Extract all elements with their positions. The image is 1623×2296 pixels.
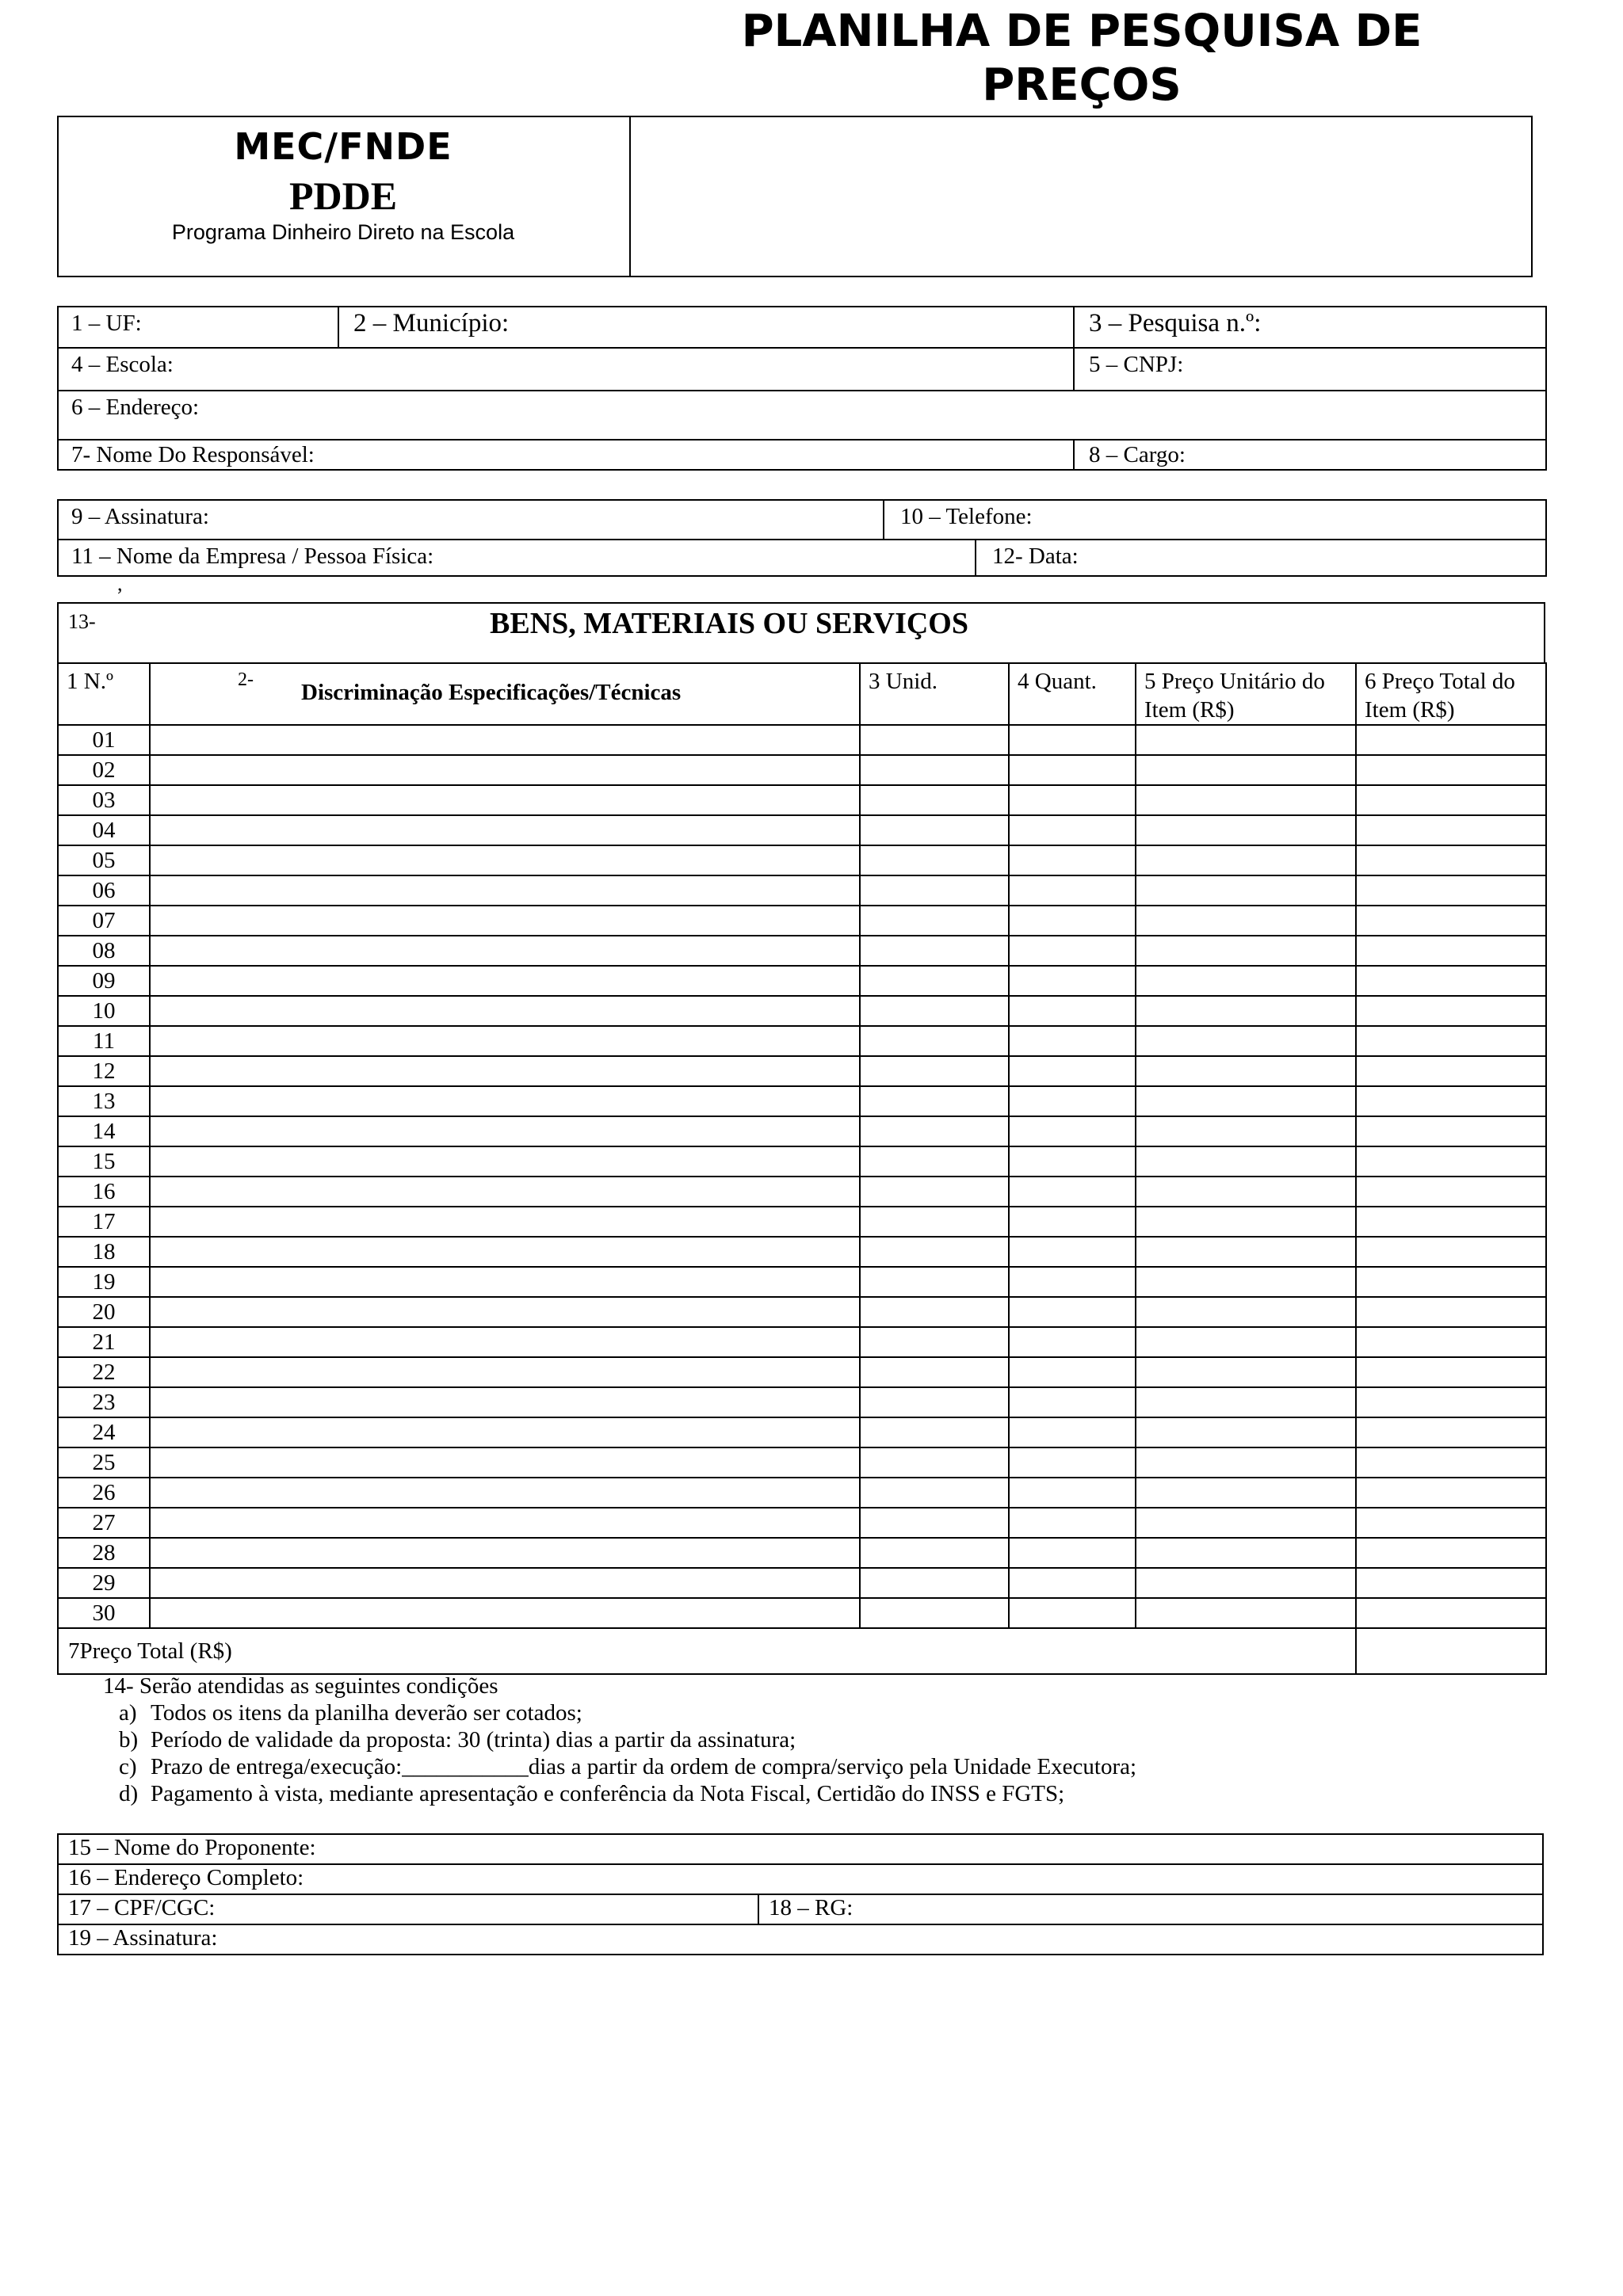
table-row [58, 936, 1546, 966]
col-header-description [150, 663, 860, 725]
item-number: 12 [58, 1056, 150, 1086]
item-unit-price[interactable] [1136, 1056, 1356, 1086]
item-quantity[interactable] [1009, 1177, 1136, 1207]
item-unit-price[interactable] [1136, 1508, 1356, 1538]
item-total-price[interactable] [1356, 1237, 1546, 1267]
table-row [58, 1177, 1546, 1207]
item-quantity[interactable] [1009, 1508, 1136, 1538]
item-total-price[interactable] [1356, 1598, 1546, 1628]
item-total-price[interactable] [1356, 755, 1546, 785]
item-number: 15 [58, 1146, 150, 1177]
item-unit[interactable] [860, 1026, 1009, 1056]
item-unit-price[interactable] [1136, 1116, 1356, 1146]
item-total-price[interactable] [1356, 1297, 1546, 1327]
item-description[interactable] [150, 906, 860, 936]
item-number: 02 [58, 755, 150, 785]
field-cnpj[interactable]: 5 – CNPJ: [1089, 352, 1184, 377]
item-total-price[interactable] [1356, 1447, 1546, 1478]
field-cargo[interactable]: 8 – Cargo: [1089, 442, 1186, 467]
field-proponent-cpf[interactable]: 17 – CPF/CGC: [68, 1895, 216, 1920]
field-uf[interactable]: 1 – UF: [71, 311, 142, 336]
item-unit-price[interactable] [1136, 1177, 1356, 1207]
item-description[interactable] [150, 815, 860, 845]
item-quantity[interactable] [1009, 725, 1136, 755]
item-description[interactable] [150, 1146, 860, 1177]
item-total-price[interactable] [1356, 1207, 1546, 1237]
condition-text: Pagamento à vista, mediante apresentação e conferência da Nota Fiscal, Certidão do INSS e FGTS; [151, 1781, 1065, 1806]
item-description[interactable] [150, 1447, 860, 1478]
item-total-price[interactable] [1356, 1086, 1546, 1116]
col-header-quantity: 4 Quant. [1009, 663, 1136, 725]
field-assinatura[interactable]: 9 – Assinatura: [71, 504, 209, 529]
item-description[interactable] [150, 1056, 860, 1086]
item-quantity[interactable] [1009, 996, 1136, 1026]
item-quantity[interactable] [1009, 1568, 1136, 1598]
table-row [58, 906, 1546, 936]
item-unit-price[interactable] [1136, 1146, 1356, 1177]
item-unit-price[interactable] [1136, 725, 1356, 755]
item-quantity[interactable] [1009, 1207, 1136, 1237]
table-row [58, 845, 1546, 875]
item-total-price[interactable] [1356, 1026, 1546, 1056]
item-description[interactable] [150, 725, 860, 755]
header-org-block [57, 116, 631, 277]
item-description[interactable] [150, 1237, 860, 1267]
item-total-price[interactable] [1356, 1116, 1546, 1146]
item-unit[interactable] [860, 966, 1009, 996]
field-pesquisa-numero[interactable]: 3 – Pesquisa n.º: [1089, 309, 1262, 338]
item-description[interactable] [150, 1598, 860, 1628]
field-proponent-address[interactable]: 16 – Endereço Completo: [68, 1865, 304, 1890]
item-unit[interactable] [860, 1086, 1009, 1116]
item-description[interactable] [150, 966, 860, 996]
item-description[interactable] [150, 785, 860, 815]
field-responsavel[interactable]: 7- Nome Do Responsável: [71, 442, 315, 467]
item-number: 13 [58, 1086, 150, 1116]
item-total-price[interactable] [1356, 1387, 1546, 1417]
item-quantity[interactable] [1009, 1146, 1136, 1177]
item-total-price[interactable] [1356, 875, 1546, 906]
item-unit-price[interactable] [1136, 1478, 1356, 1508]
item-number: 06 [58, 875, 150, 906]
item-unit-price[interactable] [1136, 785, 1356, 815]
item-unit-price[interactable] [1136, 1026, 1356, 1056]
item-number: 19 [58, 1267, 150, 1297]
total-price-value[interactable] [1356, 1628, 1546, 1674]
table-row [58, 1508, 1546, 1538]
table-row [58, 1357, 1546, 1387]
item-unit-price[interactable] [1136, 936, 1356, 966]
condition-letter: c) [119, 1754, 137, 1779]
condition-text: Todos os itens da planilha deverão ser cotados; [151, 1700, 582, 1726]
item-quantity[interactable] [1009, 1598, 1136, 1628]
item-unit-price[interactable] [1136, 1417, 1356, 1447]
item-unit-price[interactable] [1136, 906, 1356, 936]
org-title: MEC/FNDE [234, 125, 453, 168]
item-description[interactable] [150, 996, 860, 1026]
stray-mark: , [117, 572, 123, 595]
item-unit[interactable] [860, 1146, 1009, 1177]
item-description[interactable] [150, 1568, 860, 1598]
item-number: 22 [58, 1357, 150, 1387]
item-quantity[interactable] [1009, 755, 1136, 785]
item-unit[interactable] [860, 1538, 1009, 1568]
table-row [58, 966, 1546, 996]
item-unit[interactable] [860, 1478, 1009, 1508]
item-quantity[interactable] [1009, 966, 1136, 996]
item-total-price[interactable] [1356, 996, 1546, 1026]
item-number: 27 [58, 1508, 150, 1538]
item-description[interactable] [150, 1357, 860, 1387]
item-unit[interactable] [860, 996, 1009, 1026]
item-unit[interactable] [860, 1598, 1009, 1628]
item-unit[interactable] [860, 815, 1009, 845]
col-header-total-price: 6 Preço Total do Item (R$) [1356, 663, 1546, 725]
item-unit[interactable] [860, 1267, 1009, 1297]
table-row [58, 1086, 1546, 1116]
item-unit[interactable] [860, 1297, 1009, 1327]
item-total-price[interactable] [1356, 1508, 1546, 1538]
item-description[interactable] [150, 936, 860, 966]
item-unit[interactable] [860, 875, 1009, 906]
item-number: 20 [58, 1297, 150, 1327]
item-unit[interactable] [860, 1237, 1009, 1267]
item-unit[interactable] [860, 1447, 1009, 1478]
item-quantity[interactable] [1009, 1116, 1136, 1146]
item-quantity[interactable] [1009, 906, 1136, 936]
item-total-price[interactable] [1356, 1357, 1546, 1387]
item-total-price[interactable] [1356, 815, 1546, 845]
item-description[interactable] [150, 1538, 860, 1568]
item-number: 05 [58, 845, 150, 875]
item-unit-price[interactable] [1136, 1086, 1356, 1116]
item-total-price[interactable] [1356, 1538, 1546, 1568]
item-quantity[interactable] [1009, 1357, 1136, 1387]
item-quantity[interactable] [1009, 1237, 1136, 1267]
table-row [58, 1538, 1546, 1568]
item-quantity[interactable] [1009, 1026, 1136, 1056]
item-number: 29 [58, 1568, 150, 1598]
item-unit[interactable] [860, 906, 1009, 936]
item-unit-price[interactable] [1136, 1237, 1356, 1267]
table-row [58, 1116, 1546, 1146]
table-row [58, 1568, 1546, 1598]
item-quantity[interactable] [1009, 875, 1136, 906]
item-unit-price[interactable] [1136, 966, 1356, 996]
item-unit-price[interactable] [1136, 1327, 1356, 1357]
condition-text: Período de validade da proposta: 30 (trinta) dias a partir da assinatura; [151, 1727, 796, 1753]
item-number: 24 [58, 1417, 150, 1447]
item-number: 08 [58, 936, 150, 966]
item-unit-price[interactable] [1136, 1387, 1356, 1417]
item-unit[interactable] [860, 1417, 1009, 1447]
item-number: 04 [58, 815, 150, 845]
col-header-description-number: 2- [238, 669, 254, 690]
item-unit-price[interactable] [1136, 755, 1356, 785]
table-row [58, 1207, 1546, 1237]
item-description[interactable] [150, 1177, 860, 1207]
item-total-price[interactable] [1356, 1478, 1546, 1508]
table-row [58, 1056, 1546, 1086]
table-row [58, 1146, 1546, 1177]
item-number: 03 [58, 785, 150, 815]
item-unit-price[interactable] [1136, 1538, 1356, 1568]
item-number: 17 [58, 1207, 150, 1237]
total-row [58, 1628, 1546, 1674]
item-total-price[interactable] [1356, 1056, 1546, 1086]
field-proponent-rg[interactable]: 18 – RG: [769, 1895, 854, 1920]
table-row [58, 1447, 1546, 1478]
field-proponent-name[interactable]: 15 – Nome do Proponente: [68, 1835, 316, 1860]
item-number: 28 [58, 1538, 150, 1568]
item-total-price[interactable] [1356, 966, 1546, 996]
item-unit[interactable] [860, 1116, 1009, 1146]
item-number: 07 [58, 906, 150, 936]
item-number: 18 [58, 1237, 150, 1267]
item-unit-price[interactable] [1136, 996, 1356, 1026]
item-quantity[interactable] [1009, 936, 1136, 966]
field-empresa[interactable]: 11 – Nome da Empresa / Pessoa Física: [71, 543, 434, 569]
conditions-heading: 14- Serão atendidas as seguintes condições [103, 1673, 498, 1699]
item-number: 14 [58, 1116, 150, 1146]
item-description[interactable] [150, 1297, 860, 1327]
table-row [58, 1327, 1546, 1357]
item-number: 30 [58, 1598, 150, 1628]
item-description[interactable] [150, 1267, 860, 1297]
item-number: 11 [58, 1026, 150, 1056]
item-unit[interactable] [860, 1508, 1009, 1538]
item-unit-price[interactable] [1136, 1598, 1356, 1628]
col-header-number: 1 N.º [58, 663, 150, 725]
item-unit[interactable] [860, 1056, 1009, 1086]
table-row [58, 1417, 1546, 1447]
document-title-line2: PREÇOS [982, 59, 1182, 111]
item-unit-price[interactable] [1136, 815, 1356, 845]
table-row [58, 1297, 1546, 1327]
item-total-price[interactable] [1356, 1568, 1546, 1598]
item-quantity[interactable] [1009, 1538, 1136, 1568]
field-municipio[interactable]: 2 – Município: [353, 309, 510, 338]
table-row [58, 1237, 1546, 1267]
item-description[interactable] [150, 845, 860, 875]
item-unit-price[interactable] [1136, 1297, 1356, 1327]
table-row [58, 1026, 1546, 1056]
item-unit[interactable] [860, 755, 1009, 785]
item-total-price[interactable] [1356, 1267, 1546, 1297]
item-total-price[interactable] [1356, 725, 1546, 755]
item-quantity[interactable] [1009, 1297, 1136, 1327]
table-row [58, 755, 1546, 785]
item-unit-price[interactable] [1136, 845, 1356, 875]
item-quantity[interactable] [1009, 1478, 1136, 1508]
item-quantity[interactable] [1009, 815, 1136, 845]
col-header-unit-price: 5 Preço Unitário do Item (R$) [1136, 663, 1356, 725]
item-description[interactable] [150, 1478, 860, 1508]
item-total-price[interactable] [1356, 845, 1546, 875]
table-row [58, 1478, 1546, 1508]
item-quantity[interactable] [1009, 1086, 1136, 1116]
item-unit[interactable] [860, 936, 1009, 966]
item-description[interactable] [150, 1508, 860, 1538]
item-unit[interactable] [860, 1177, 1009, 1207]
program-acronym: PDDE [288, 174, 398, 218]
table-row [58, 1387, 1546, 1417]
item-unit[interactable] [860, 1327, 1009, 1357]
item-quantity[interactable] [1009, 1267, 1136, 1297]
program-name: Programa Dinheiro Direto na Escola [171, 220, 515, 244]
item-unit[interactable] [860, 1357, 1009, 1387]
table-row [58, 996, 1546, 1026]
item-total-price[interactable] [1356, 1327, 1546, 1357]
item-unit[interactable] [860, 785, 1009, 815]
table-row [58, 1598, 1546, 1628]
condition-text: Prazo de entrega/execução:___________dias a partir da ordem de compra/serviço pela Unidade Executora; [151, 1754, 1137, 1779]
item-unit-price[interactable] [1136, 875, 1356, 906]
item-quantity[interactable] [1009, 1417, 1136, 1447]
item-unit[interactable] [860, 1387, 1009, 1417]
table-row [58, 785, 1546, 815]
item-number: 09 [58, 966, 150, 996]
field-telefone[interactable]: 10 – Telefone: [900, 504, 1033, 529]
item-quantity[interactable] [1009, 1056, 1136, 1086]
item-description[interactable] [150, 1327, 860, 1357]
item-total-price[interactable] [1356, 1177, 1546, 1207]
item-description[interactable] [150, 755, 860, 785]
item-unit-price[interactable] [1136, 1357, 1356, 1387]
item-unit-price[interactable] [1136, 1568, 1356, 1598]
item-description[interactable] [150, 1086, 860, 1116]
item-description[interactable] [150, 1207, 860, 1237]
item-unit[interactable] [860, 845, 1009, 875]
item-unit[interactable] [860, 1207, 1009, 1237]
field-endereco[interactable]: 6 – Endereço: [71, 395, 200, 420]
item-description[interactable] [150, 1387, 860, 1417]
document-title-line1: PLANILHA DE PESQUISA DE [741, 6, 1423, 57]
item-unit-price[interactable] [1136, 1207, 1356, 1237]
item-quantity[interactable] [1009, 1387, 1136, 1417]
item-quantity[interactable] [1009, 1327, 1136, 1357]
item-unit[interactable] [860, 1568, 1009, 1598]
field-proponent-signature[interactable]: 19 – Assinatura: [68, 1925, 218, 1951]
table-row [58, 1267, 1546, 1297]
item-number: 16 [58, 1177, 150, 1207]
table-row [58, 725, 1546, 755]
field-data[interactable]: 12- Data: [992, 543, 1079, 569]
items-section-number: 13- [68, 610, 96, 633]
item-description[interactable] [150, 1026, 860, 1056]
item-number: 25 [58, 1447, 150, 1478]
item-quantity[interactable] [1009, 1447, 1136, 1478]
item-number: 01 [58, 725, 150, 755]
item-total-price[interactable] [1356, 936, 1546, 966]
item-total-price[interactable] [1356, 785, 1546, 815]
item-description[interactable] [150, 875, 860, 906]
items-table [57, 662, 1547, 1675]
condition-letter: b) [119, 1727, 139, 1753]
item-number: 23 [58, 1387, 150, 1417]
item-unit-price[interactable] [1136, 1267, 1356, 1297]
item-quantity[interactable] [1009, 785, 1136, 815]
col-header-unit: 3 Unid. [860, 663, 1009, 725]
item-description[interactable] [150, 1116, 860, 1146]
item-number: 26 [58, 1478, 150, 1508]
item-number: 10 [58, 996, 150, 1026]
document-title [631, 5, 1533, 113]
item-total-price[interactable] [1356, 1417, 1546, 1447]
table-row [58, 875, 1546, 906]
item-number: 21 [58, 1327, 150, 1357]
item-total-price[interactable] [1356, 1146, 1546, 1177]
condition-letter: a) [119, 1700, 137, 1726]
items-section-title: BENS, MATERIAIS OU SERVIÇOS [490, 607, 968, 640]
item-quantity[interactable] [1009, 845, 1136, 875]
condition-letter: d) [119, 1781, 139, 1806]
items-header-row [58, 663, 1546, 725]
item-unit-price[interactable] [1136, 1447, 1356, 1478]
total-price-label: 7Preço Total (R$) [58, 1628, 1356, 1674]
item-description[interactable] [150, 1417, 860, 1447]
item-unit[interactable] [860, 725, 1009, 755]
field-escola[interactable]: 4 – Escola: [71, 352, 174, 377]
item-total-price[interactable] [1356, 906, 1546, 936]
table-row [58, 815, 1546, 845]
col-header-description-label: Discriminação Especificações/Técnicas [301, 680, 682, 705]
